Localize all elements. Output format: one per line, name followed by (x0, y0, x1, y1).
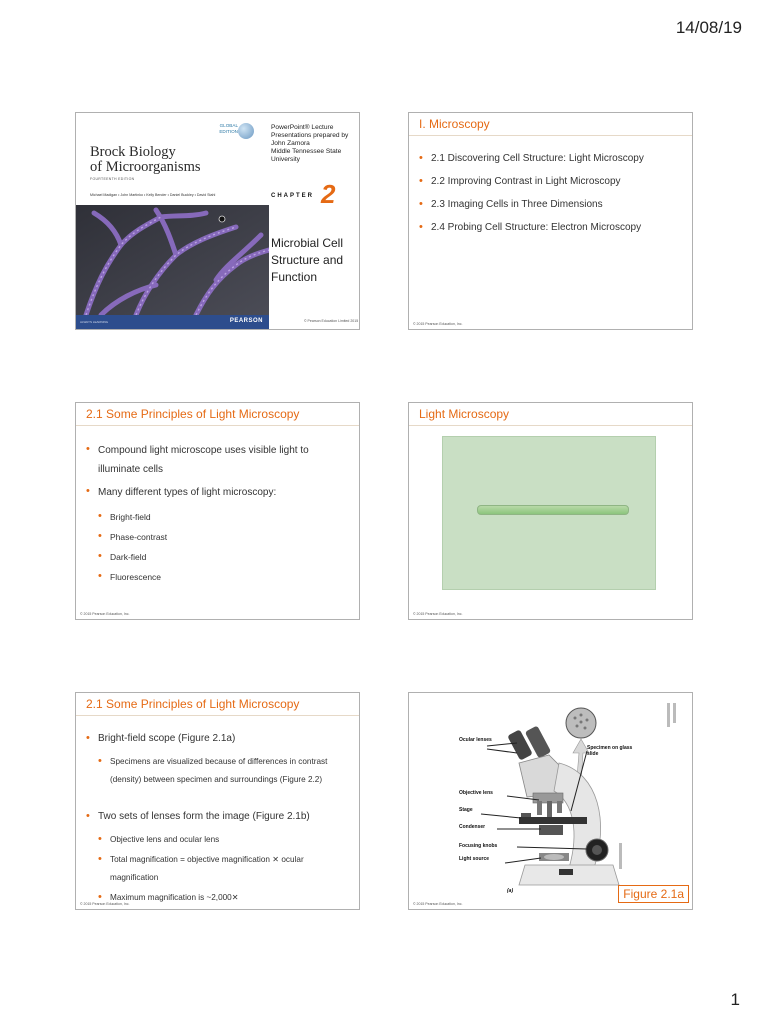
microscope-illustration (409, 693, 692, 909)
coral-illustration (76, 205, 269, 315)
book-cover (76, 113, 269, 329)
list-item: • Bright-field (98, 507, 338, 527)
slide-title-bar (409, 403, 692, 426)
list-item: • Phase-contrast (98, 527, 338, 547)
slide-title-bar (76, 693, 359, 716)
always-learning-text: ALWAYS LEARNING (80, 320, 109, 324)
book-title-line2: of Microorganisms (90, 159, 201, 175)
header-date: 14/08/19 (675, 18, 742, 37)
book-title-line1: Brock Biology (90, 144, 176, 160)
chapter-number: 2 (321, 179, 336, 209)
slide-principles-1 (75, 402, 360, 620)
list-item: • Total magnification = objective magnification ✕ ocular magnification (98, 851, 348, 887)
slide-title-cover (75, 112, 360, 330)
sub-bullet-list (98, 507, 338, 587)
list-item: • Fluorescence (98, 567, 338, 587)
pearson-logo: PEARSON (229, 318, 263, 324)
slide-title: 2.1 Some Principles of Light Microscopy (86, 407, 300, 421)
chapter-title-line2: Structure and (271, 253, 344, 267)
chapter-title-line3: Function (271, 270, 318, 284)
slide-title: I. Microscopy (419, 117, 490, 131)
list-item: • Objective lens and ocular lens (98, 831, 348, 849)
bullet-list (86, 733, 348, 744)
video-placeholder[interactable] (442, 436, 656, 590)
ppt-line5: University (271, 156, 300, 163)
ocular-lenses-label: Ocular lenses (459, 737, 492, 743)
bullet-list (419, 153, 687, 233)
list-item: • Compound light microscope uses visible light to illuminate cells (86, 441, 348, 479)
slide-footer: © 2015 Pearson Education, Inc. (413, 322, 463, 326)
panel-label: (a) (507, 888, 514, 894)
book-title (90, 145, 201, 175)
sub-bullet-list (98, 753, 348, 789)
slide-title-bar (409, 113, 692, 136)
slide-footer: © 2015 Pearson Education, Inc. (80, 902, 130, 906)
cover-bottom-bar (76, 315, 269, 329)
slide-footer: © 2015 Pearson Education, Inc. (413, 612, 463, 616)
light-source-label: Light source (459, 856, 490, 862)
bullet-list (86, 441, 348, 502)
chapter-title (271, 235, 343, 286)
list-item: • Maximum magnification is ~2,000✕ (98, 889, 348, 907)
slide-footer: © 2015 Pearson Education, Inc. (413, 902, 463, 906)
slide-title-bar (76, 403, 359, 426)
chapter-title-line1: Microbial Cell (271, 236, 344, 250)
slide-principles-2 (75, 692, 360, 910)
figure-label: Figure 2.1a (618, 885, 689, 903)
specimen-label: Specimen on glass slide (587, 745, 633, 757)
chapter-label: CHAPTER (271, 193, 315, 199)
focusing-knobs-label: Focusing knobs (459, 843, 498, 849)
ppt-line4: Middle Tennessee State (271, 148, 342, 155)
page-number: 1 (730, 990, 740, 1009)
presenter-info (271, 124, 359, 164)
slide-footer: © 2015 Pearson Education, Inc. (80, 612, 130, 616)
list-item: • Bright-field scope (Figure 2.1a) (86, 733, 348, 744)
list-item: • Many different types of light microscopy: (86, 483, 348, 502)
list-item: • 2.3 Imaging Cells in Three Dimensions (419, 199, 687, 210)
list-item: • Two sets of lenses form the image (Figure 2.1b) (86, 811, 348, 822)
objective-lens-label: Objective lens (459, 790, 493, 796)
slide-microscopy-outline (408, 112, 693, 330)
condenser-label: Condenser (459, 824, 486, 830)
bullet-list (86, 811, 348, 822)
global-edition-badge (212, 121, 252, 145)
list-item: • Dark-field (98, 547, 338, 567)
edition-label: EDITION (219, 129, 238, 134)
ppt-line2: Presentations prepared by (271, 132, 349, 139)
ppt-line1: PowerPoint® Lecture (271, 124, 334, 131)
author-list: Michael Madigan • John Martinko • Kelly Bender • Daniel Buckley • David Stahl (90, 193, 216, 197)
stage-label: Stage (459, 807, 473, 813)
slide-light-microscopy (408, 402, 693, 620)
sub-bullet-list (98, 831, 348, 907)
list-item: • 2.1 Discovering Cell Structure: Light Microscopy (419, 153, 687, 164)
slide-figure-2-1a (408, 692, 693, 910)
list-item: • 2.4 Probing Cell Structure: Electron Microscopy (419, 222, 687, 233)
global-label: GLOBAL (219, 123, 238, 128)
cover-image (76, 205, 269, 315)
edition-text: FOURTEENTH EDITION (90, 177, 135, 181)
slide-title: Light Microscopy (419, 407, 510, 421)
slide-footer: © Pearson Education Limited 2015 (304, 319, 359, 323)
ppt-line3: John Zamora (271, 140, 310, 147)
slide-title: 2.1 Some Principles of Light Microscopy (86, 697, 300, 711)
list-item: • 2.2 Improving Contrast in Light Microscopy (419, 176, 687, 187)
progress-bar[interactable] (477, 505, 629, 515)
list-item: • Specimens are visualized because of differences in contrast (density) between specimen and surroundings (Figure 2.2) (98, 753, 348, 789)
globe-icon (238, 123, 254, 139)
